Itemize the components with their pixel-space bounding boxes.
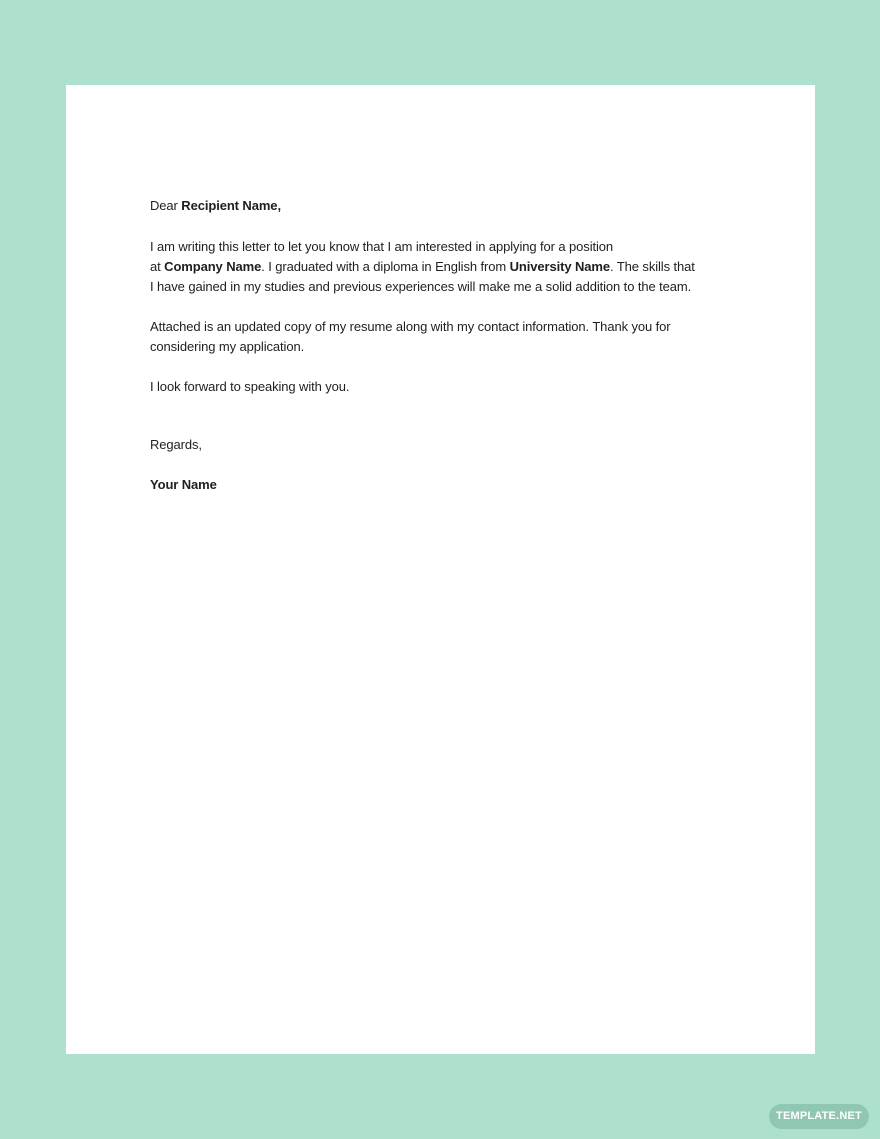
- signature: [150, 475, 750, 495]
- university-name: University Name: [509, 259, 611, 274]
- paragraph-closing-remark: I look forward to speaking with you.: [150, 379, 350, 394]
- salutation-prefix: Dear: [150, 198, 182, 213]
- signature-name: Your Name: [150, 477, 217, 492]
- attachment-line-2: considering my application.: [150, 339, 305, 354]
- intro-line-2-suffix: . The skills that: [610, 259, 695, 274]
- intro-line-2-prefix: at: [150, 259, 165, 274]
- intro-line-3: I have gained in my studies and previous experiences will make me a solid addition to the team.: [150, 279, 692, 294]
- attachment-line-1: Attached is an updated copy of my resume along with my contact information. Thank you for: [150, 319, 671, 334]
- company-name: Company Name: [164, 259, 262, 274]
- salutation-comma: ,: [277, 198, 281, 213]
- paragraph-attachment: [150, 317, 750, 357]
- salutation: [150, 196, 750, 216]
- recipient-name: Recipient Name: [181, 198, 278, 213]
- letter-body: [150, 196, 750, 495]
- closing: Regards,: [150, 437, 202, 452]
- intro-line-1: I am writing this letter to let you know that I am interested in applying for a position: [150, 239, 614, 254]
- template-net-watermark: TEMPLATE.NET: [769, 1104, 869, 1129]
- intro-line-2-middle: . I graduated with a diploma in English from: [261, 259, 510, 274]
- letter-page: [66, 85, 815, 1054]
- paragraph-intro: [150, 237, 750, 297]
